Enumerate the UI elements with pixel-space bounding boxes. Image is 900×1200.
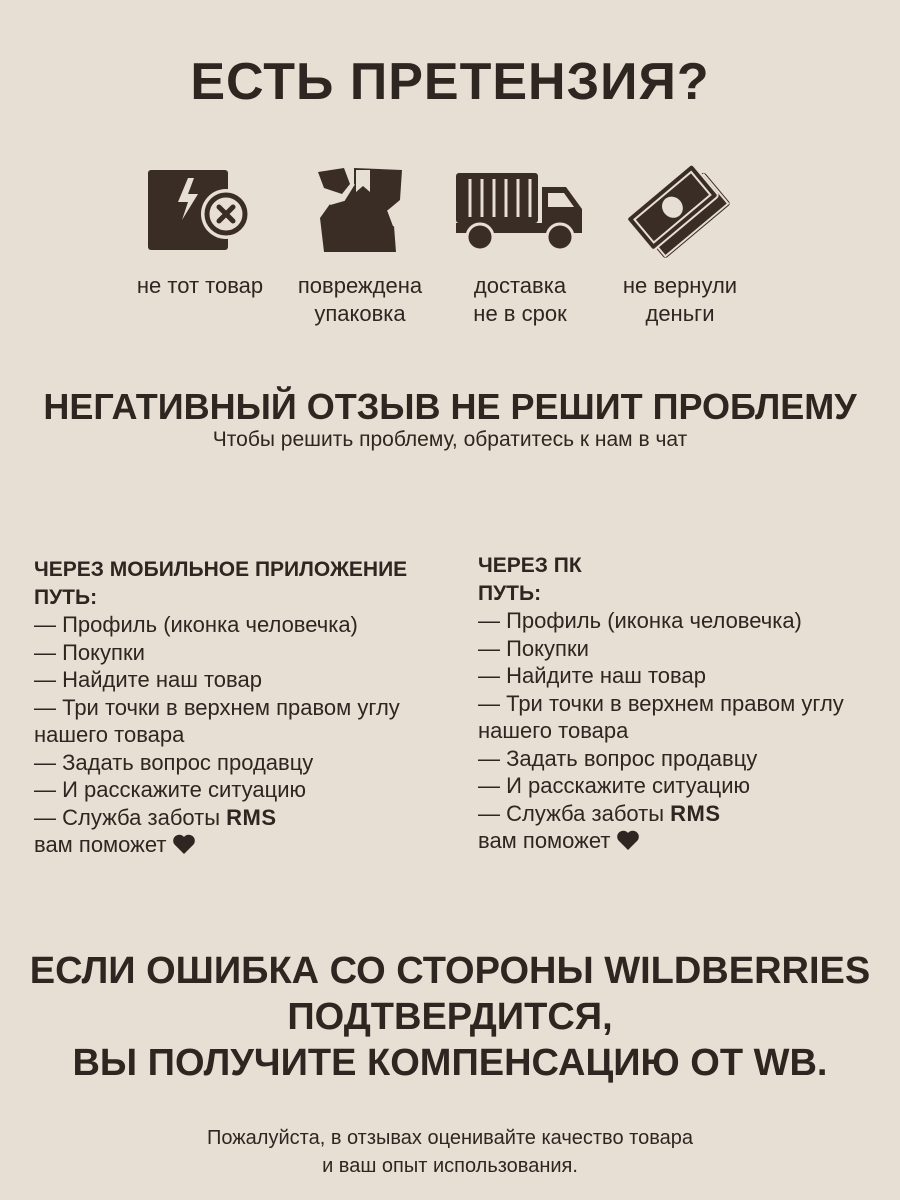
care-prefix: — Служба заботы [478,800,671,826]
money-bills-icon [625,160,735,260]
care-line [478,800,888,828]
mobile-heading: ЧЕРЕЗ МОБИЛЬНОЕ ПРИЛОЖЕНИЕ [34,558,408,581]
delivery-truck-icon [454,160,586,260]
pc-instructions [478,552,888,858]
issue-wrong-item [120,160,280,328]
issue-label: не вернули деньги [622,273,738,326]
helps-text: вам поможет [34,832,167,857]
brand-logo: RMS [226,804,277,830]
step-line: — Задать вопрос продавцу [34,749,314,775]
helps-text: вам поможет [478,828,611,853]
notice-line: ПОДТВЕРДИТСЯ, [287,996,613,1038]
notice-line: ЕСЛИ ОШИБКА СО СТОРОНЫ WILDBERRIES [29,950,871,992]
step-line: — Покупки [34,639,145,665]
heart-icon [616,829,640,858]
pc-heading: ЧЕРЕЗ ПК [478,554,582,577]
issue-label: не тот товар [136,273,264,298]
helps-line [478,827,888,858]
notice-line: ВЫ ПОЛУЧИТЕ КОМПЕНСАЦИЮ ОТ WB. [72,1042,828,1084]
headline: НЕГАТИВНЫЙ ОТЗЫВ НЕ РЕШИТ ПРОБЛЕМУ [43,386,857,427]
footer-note [0,1124,900,1180]
subline: Чтобы решить проблему, обратитесь к нам в чат [212,428,688,451]
step-line: нашего товара [478,718,629,743]
issue-no-refund [600,160,760,328]
compensation-notice [0,948,900,1086]
issue-icons-row [120,160,760,328]
brand-logo: RMS [670,800,721,826]
issue-label: доставка не в срок [473,273,567,326]
page-title: ЕСТЬ ПРЕТЕНЗИЯ? [190,53,710,111]
step-line: нашего товара [34,722,185,747]
care-line [34,804,454,832]
step-line: — Три точки в верхнем правом углу [34,694,400,720]
helps-line [34,831,454,862]
step-line: — Покупки [478,635,589,661]
footer-line: и ваш опыт использования. [322,1155,578,1177]
step-line: — Профиль (иконка человечка) [34,612,358,637]
mobile-path-label: ПУТЬ: [34,585,98,609]
damaged-package-icon [314,160,406,260]
wrong-item-box-icon [148,160,252,260]
step-line: — Задать вопрос продавцу [478,745,758,771]
step-line: — И расскажите ситуацию [478,773,751,798]
heart-icon [172,833,196,862]
pc-path-label: ПУТЬ: [478,581,542,605]
step-line: — Найдите наш товар [34,667,262,692]
footer-line: Пожалуйста, в отзывах оценивайте качество товара [207,1127,693,1149]
step-line: — Найдите наш товар [478,663,706,688]
step-line: — И расскажите ситуацию [34,777,307,802]
issue-label: повреждена упаковка [297,273,423,326]
issue-damaged-package [280,160,440,328]
step-line: — Три точки в верхнем правом углу [478,690,844,716]
issue-late-delivery [440,160,600,328]
step-line: — Профиль (иконка человечка) [478,608,802,633]
care-prefix: — Служба заботы [34,804,227,830]
mobile-instructions [34,556,454,862]
